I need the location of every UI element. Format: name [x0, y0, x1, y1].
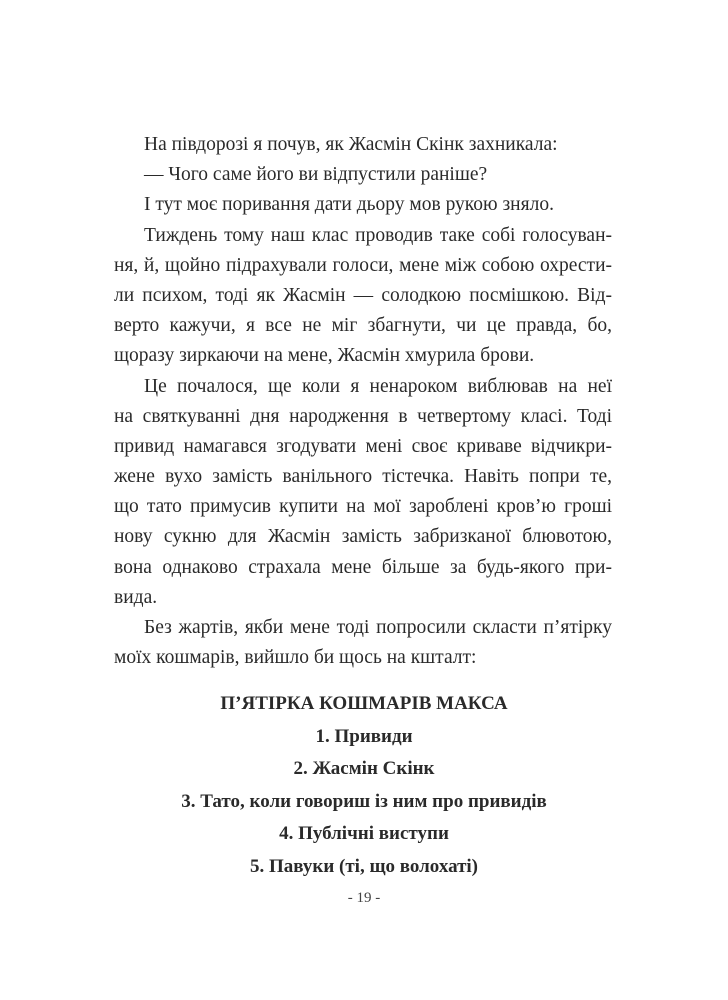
body-text [114, 130, 612, 673]
text-line: Це почалося, ще коли я ненароком виблював на неї [144, 375, 612, 397]
text-line: моїх кошмарів, вийшло би щось на кшталт: [114, 647, 477, 669]
list-item: 2. Жасмін Скінк [293, 758, 435, 780]
text-line: На півдорозі я почув, як Жасмін Скінк захникала: [144, 134, 558, 155]
text-line: І тут моє поривання дати дьору мов рукою зняло. [144, 194, 554, 216]
text-line: вида. [114, 586, 158, 608]
list-item: 5. Павуки (ті, що волохаті) [249, 855, 479, 877]
text-line: вона однаково страхала мене більше за будь-якого при- [114, 556, 612, 578]
text-line: жене вухо замість ванільного тістечка. Навіть попри те, [114, 466, 612, 488]
list-title: П’ЯТІРКА КОШМАРІВ МАКСА [220, 693, 508, 714]
text-line: ли психом, тоді як Жасмін — солодкою посмішкою. Від- [114, 284, 612, 306]
nightmares-list [0, 688, 728, 884]
text-line: Без жартів, якби мене тоді попросили скласти п’ятірку [144, 617, 612, 638]
text-line: на святкуванні дня народження в четвертому класі. Тоді [114, 405, 612, 427]
text-line: нову сукню для Жасмін замість забризканої блювотою, [114, 526, 612, 548]
list-item: 1. Привиди [315, 725, 413, 747]
text-line: ня, й, щойно підрахували голоси, мене між собою охрести- [114, 254, 612, 276]
text-line: що тато примусив купити на мої зароблені кров’ю гроші [114, 496, 612, 518]
text-line: привид намагався згодувати мені своє криваве відчикри- [114, 435, 612, 457]
list-item: 3. Тато, коли говориш із ним про привидів [181, 790, 547, 812]
text-line: Тиждень тому наш клас проводив таке собі голосуван- [144, 224, 612, 246]
text-line: — Чого саме його ви відпустили раніше? [144, 164, 488, 186]
text-line: щоразу зиркаючи на мене, Жасмін хмурила брови. [114, 345, 535, 367]
text-line: верто кажучи, я все не міг збагнути, чи це правда, бо, [114, 315, 612, 337]
list-item: 4. Публічні виступи [279, 823, 449, 845]
page-number: - 19 - [347, 890, 381, 906]
